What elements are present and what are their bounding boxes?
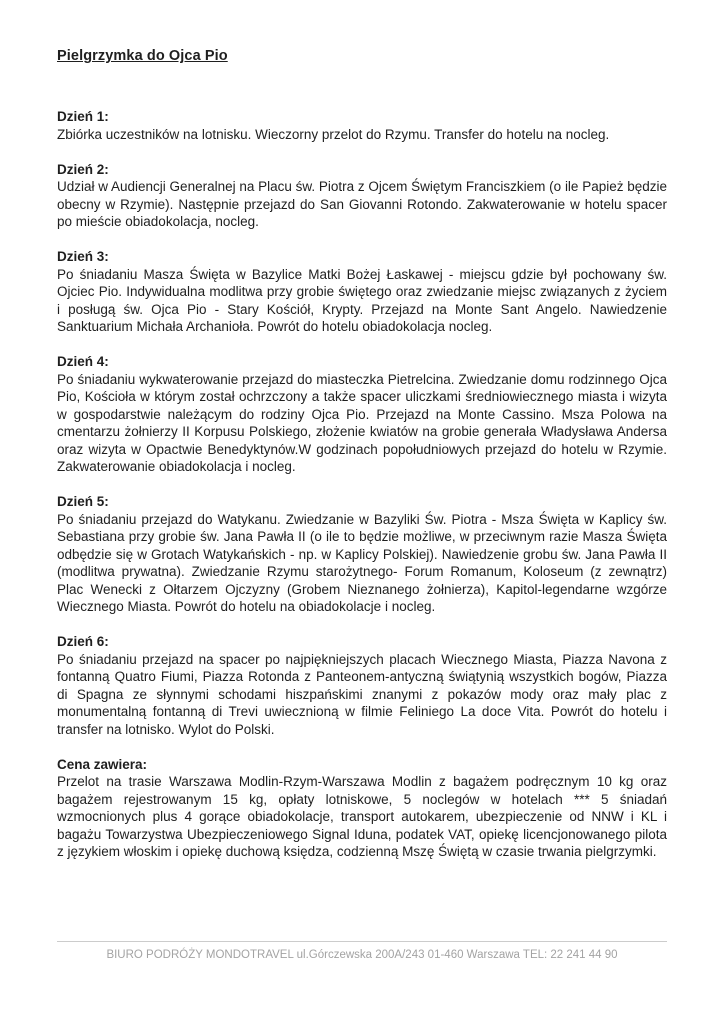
section-day-4 xyxy=(57,353,667,476)
section-body-price-includes: Przelot na trasie Warszawa Modlin-Rzym-Warszawa Modlin z bagażem podręcznym 10 kg oraz bagażem rejestrowanym 15 kg, opłaty lotniskowe, 5 noclegów w hotelach *** 5 śniadań wzmocnionych plus 4 gorące obiadokolacje, transport autokarem, ubezpieczenie od NNW i KL i bagażu Towarzystwa Ubezpieczeniowego Signal Iduna, podatek VAT, opiekę licencjonowanego pilota z językiem włoskim i opiekę duchową księdza, codzienną Mszę Świętą w czasie trwania pielgrzymki. xyxy=(57,774,667,859)
section-day-5 xyxy=(57,493,667,616)
section-body-day-4: Po śniadaniu wykwaterowanie przejazd do miasteczka Pietrelcina. Zwiedzanie domu rodzinnego Ojca Pio, Kościoła w którym został ochrzczony a także spacer uliczkami średniowiecznego miasta i wizyta w gospodarstwie należącym do rodziny Ojca Pio. Przejazd na Monte Cassino. Msza Polowa na cmentarzu żołnierzy II Korpusu Polskiego, złożenie kwiatów na grobie generała Władysława Andersa oraz wizyta w Opactwie Benedyktynów.W godzinach popołudniowych przejazd do hotelu w Rzymie. Zakwaterowanie obiadokolacja i nocleg. xyxy=(57,371,667,474)
section-day-6 xyxy=(57,633,667,738)
section-body-day-5: Po śniadaniu przejazd do Watykanu. Zwiedzanie w Bazyliki Św. Piotra - Msza Święta w Kaplicy św. Sebastiana przy grobie św. Jana Pawła II (o ile to będzie możliwe, w przeciwnym razie Masza Święta odbędzie się w Grotach Watykańskich - np. w Kaplicy Polskiej). Nawiedzenie grobu św. Jana Pawła II (modlitwa prywatna). Zwiedzanie Rzymu starożytnego- Forum Romanum, Koloseum (z zewnątrz) Plac Wenecki z Ołtarzem Ojczyzny (Grobem Nieznanego żołnierza), Kapitol-legendarne wzgórze Wiecznego Miasta. Powrót do hotelu na obiadokolacje i nocleg. xyxy=(57,511,667,614)
section-heading-day-4: Dzień 4: xyxy=(57,354,109,369)
section-heading-price-includes: Cena zawiera: xyxy=(57,756,148,772)
section-body-day-6: Po śniadaniu przejazd na spacer po najpiękniejszych placach Wiecznego Miasta, Piazza Navona z fontanną Quatro Fiumi, Piazza Rotonda z Panteonem-antyczną świątynią wszystkich bogów, Piazza di Spagna ze słynnymi schodami hiszpańskimi znanymi z pokazów mody oraz mały plac z monumentalną fontanną di Trevi uwiecznioną w filmie Feliniego La doce Vita. Powrót do hotelu i transfer na lotnisko. Wylot do Polski. xyxy=(57,651,667,737)
section-body-day-2: Udział w Audiencji Generalnej na Placu św. Piotra z Ojcem Świętym Franciszkiem (o ile Papież będzie obecny w Rzymie). Następnie przejazd do San Giovanni Rotondo. Zakwaterowanie w hotelu spacer po mieście obiadokolacja, nocleg. xyxy=(57,179,668,229)
document-title: Pielgrzymka do Ojca Pio xyxy=(57,48,228,64)
section-heading-day-2: Dzień 2: xyxy=(57,161,109,177)
section-day-3 xyxy=(57,248,667,336)
section-heading-day-1: Dzień 1: xyxy=(57,109,109,124)
page-footer xyxy=(57,941,667,962)
section-day-2 xyxy=(57,161,667,231)
section-heading-day-5: Dzień 5: xyxy=(57,494,109,509)
footer-agency-info: BIURO PODRÓŻY MONDOTRAVEL ul.Górczewska 200A/243 01-460 Warszawa TEL: 22 241 44 90 xyxy=(106,949,618,961)
section-heading-day-6: Dzień 6: xyxy=(57,634,109,649)
section-body-day-3: Po śniadaniu Masza Święta w Bazylice Matki Bożej Łaskawej - miejscu gdzie był pochowany św. Ojciec Pio. Indywidualna modlitwa przy grobie świętego oraz zwiedzanie miejsc związanych z życiem i posługą św. Ojca Pio - Stary Kościół, Krypty. Przejazd na Monte Sant Angelo. Nawiedzenie Sanktuarium Michała Archanioła. Powrót do hotelu obiadokolacja nocleg. xyxy=(57,266,667,334)
document-body xyxy=(57,108,667,861)
section-day-1 xyxy=(57,108,667,143)
section-body-day-1: Zbiórka uczestników na lotnisku. Wieczorny przelot do Rzymu. Transfer do hotelu na nocleg. xyxy=(57,126,610,142)
section-heading-day-3: Dzień 3: xyxy=(57,249,109,264)
section-price-includes xyxy=(57,756,667,861)
